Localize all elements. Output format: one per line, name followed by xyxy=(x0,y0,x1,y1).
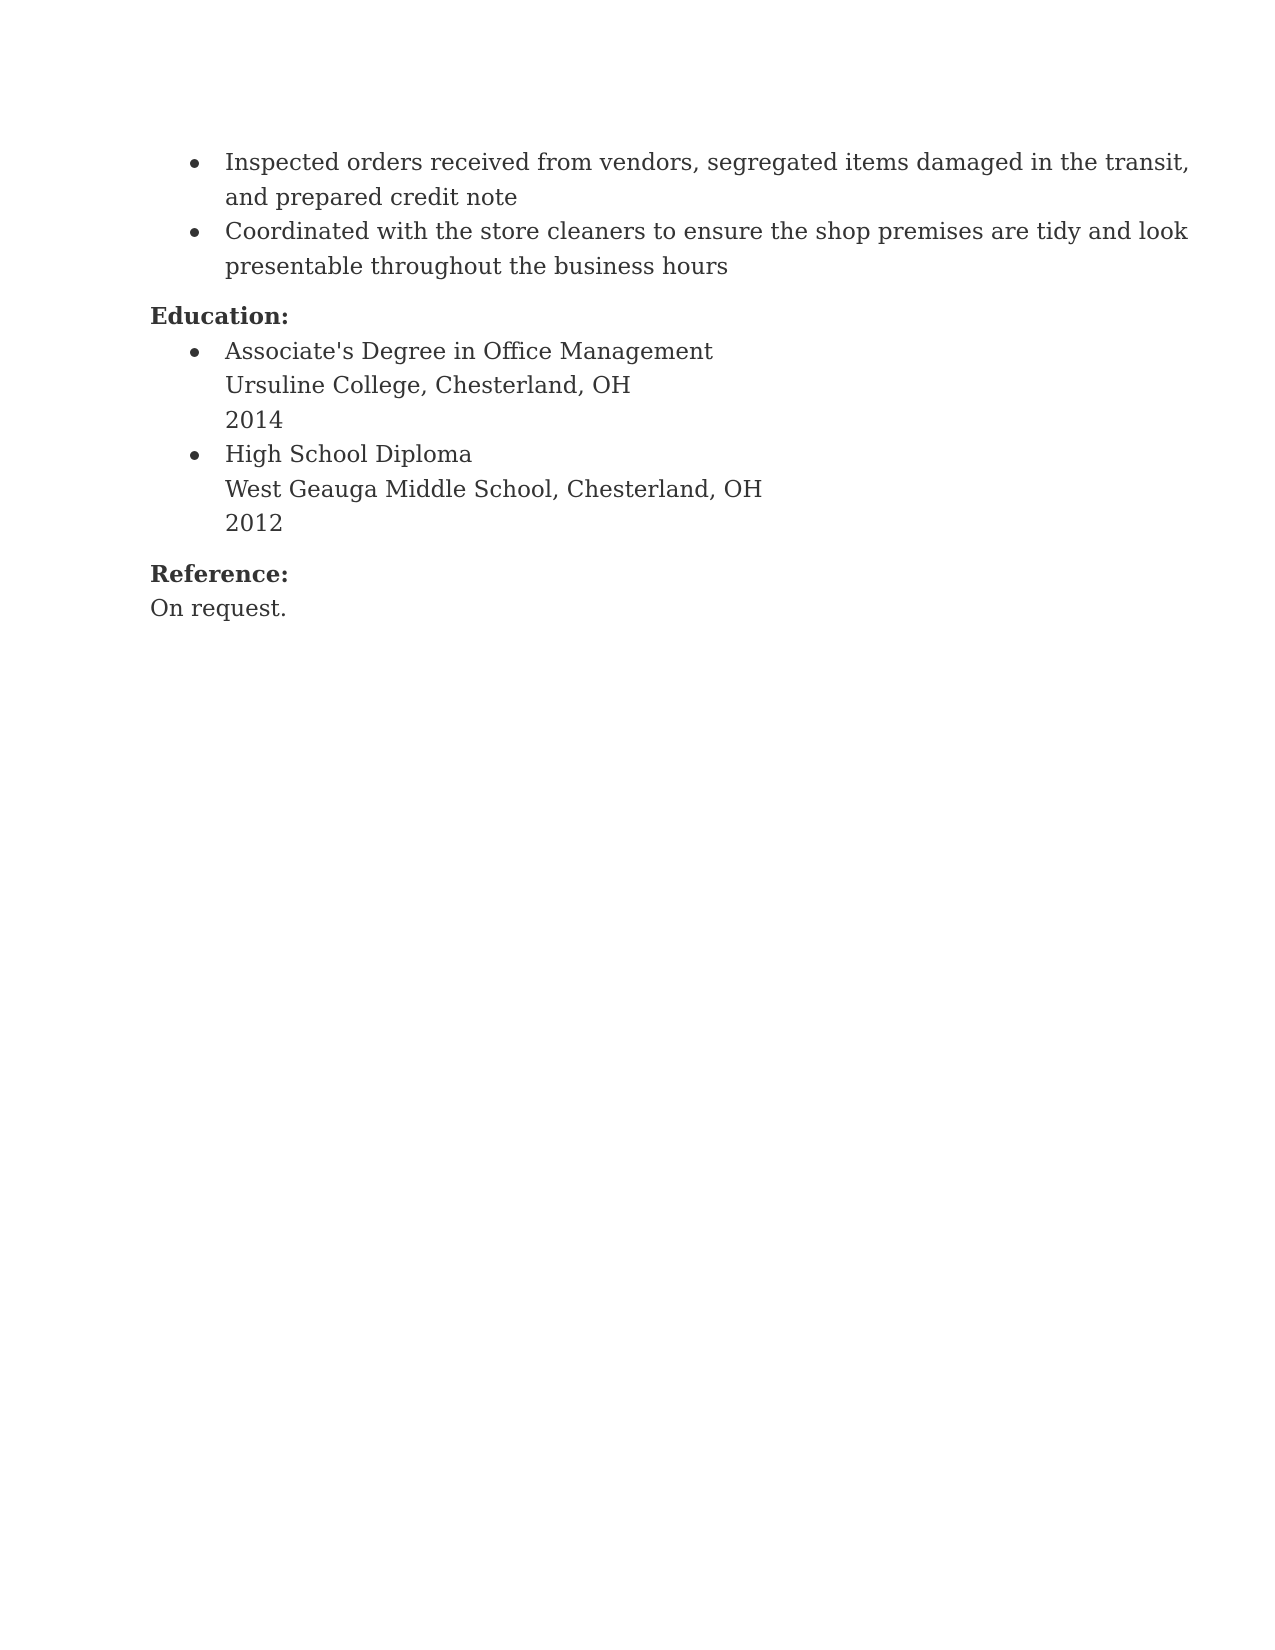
experience-bullet-text: and prepared credit note xyxy=(225,184,518,211)
education-heading: Education: xyxy=(150,303,290,330)
education-list xyxy=(150,335,1130,542)
experience-bullet-list xyxy=(150,146,1190,284)
education-year: 2014 xyxy=(225,407,284,434)
experience-bullet-text: presentable throughout the business hours xyxy=(225,253,729,280)
education-item xyxy=(150,335,1130,439)
experience-bullet-text: Inspected orders received from vendors, segregated items damaged in the transit, xyxy=(225,150,1190,176)
bullet-dot-icon xyxy=(190,159,199,168)
education-degree: High School Diploma xyxy=(225,442,473,468)
page-content xyxy=(150,146,1190,627)
bullet-dot-icon xyxy=(190,228,199,237)
education-degree: Associate's Degree in Office Management xyxy=(225,338,714,365)
reference-text: On request. xyxy=(150,596,288,622)
reference-heading: Reference: xyxy=(150,560,289,588)
education-school: Ursuline College, Chesterland, OH xyxy=(225,373,631,399)
bullet-dot-icon xyxy=(190,348,199,357)
experience-bullet-item xyxy=(150,146,1190,215)
experience-bullet-item xyxy=(150,215,1188,284)
experience-bullet-text: Coordinated with the store cleaners to ensure the shop premises are tidy and look xyxy=(225,219,1188,245)
bullet-dot-icon xyxy=(190,451,199,460)
education-item xyxy=(150,438,1130,542)
education-school: West Geauga Middle School, Chesterland, OH xyxy=(225,476,763,503)
education-year: 2012 xyxy=(225,511,284,537)
